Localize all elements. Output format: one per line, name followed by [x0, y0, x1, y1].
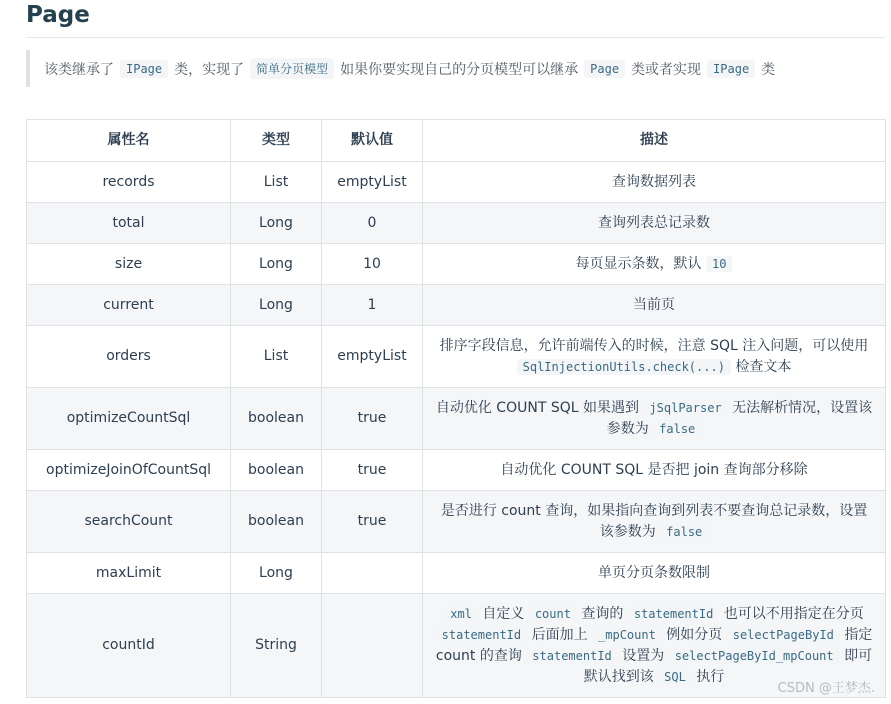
desc-text: 当前页 — [633, 296, 675, 313]
inline-code: 10 — [706, 256, 732, 272]
note-text-4: 类或者实现 — [631, 61, 702, 78]
cell-name: searchCount — [27, 491, 231, 553]
header-type: 类型 — [231, 120, 322, 162]
cell-type: boolean — [231, 491, 322, 553]
cell-name: current — [27, 285, 231, 326]
cell-type: Long — [231, 203, 322, 244]
cell-name: size — [27, 244, 231, 285]
table-row — [27, 553, 886, 594]
table-body — [27, 162, 886, 698]
inline-code: selectPageById_mpCount — [669, 648, 840, 664]
note-text-1: 该类继承了 — [44, 61, 114, 78]
cell-default: true — [322, 450, 423, 491]
title-divider — [26, 37, 885, 38]
note-text-2: 类，实现了 — [174, 61, 245, 78]
table-row — [27, 326, 886, 388]
cell-description — [423, 162, 886, 203]
cell-default: emptyList — [322, 326, 423, 388]
cell-description — [423, 491, 886, 553]
inline-code: selectPageById — [727, 627, 840, 643]
table-row — [27, 244, 886, 285]
cell-type: boolean — [231, 450, 322, 491]
cell-type: List — [231, 162, 322, 203]
desc-text: 指定 count 的查询 — [435, 626, 873, 664]
desc-text: 检查文本 — [730, 358, 792, 375]
desc-text: 自动优化 COUNT SQL 是否把 join 查询部分移除 — [500, 461, 808, 478]
table-row — [27, 162, 886, 203]
page-title: Page — [26, 2, 90, 28]
desc-text: 是否进行 count 查询，如果指向查询到列表不要查询总记录数，设置该参数为 — [440, 502, 868, 540]
cell-description — [423, 326, 886, 388]
table-row — [27, 203, 886, 244]
cell-default: true — [322, 388, 423, 450]
cell-default — [322, 553, 423, 594]
cell-name: optimizeJoinOfCountSql — [27, 450, 231, 491]
cell-name: total — [27, 203, 231, 244]
note-text-5: 类 — [761, 61, 776, 78]
cell-default: 0 — [322, 203, 423, 244]
table-row — [27, 491, 886, 553]
cell-default: emptyList — [322, 162, 423, 203]
desc-text: 即可默认找到该 — [583, 647, 873, 685]
table-row — [27, 594, 886, 698]
desc-text: 查询列表总记录数 — [598, 214, 710, 231]
cell-type: Long — [231, 553, 322, 594]
cell-description — [423, 450, 886, 491]
inline-code: SQL — [658, 669, 692, 685]
cell-description — [423, 553, 886, 594]
cell-default: true — [322, 491, 423, 553]
cell-name: orders — [27, 326, 231, 388]
note-code-simple-model[interactable]: 简单分页模型 — [250, 58, 334, 79]
desc-text: 查询的 — [576, 605, 628, 622]
note-code-ipage: IPage — [120, 60, 168, 78]
cell-type: String — [231, 594, 322, 698]
inline-code: false — [653, 421, 701, 437]
cell-type: List — [231, 326, 322, 388]
desc-text: 执行 — [691, 668, 725, 685]
inline-code: xml — [444, 606, 478, 622]
desc-text: 排序字段信息，允许前端传入的时候，注意 SQL 注入问题，可以使用 — [439, 337, 869, 354]
inline-code: count — [529, 606, 577, 622]
header-name: 属性名 — [27, 120, 231, 162]
desc-text: 也可以不用指定在分页 — [719, 605, 864, 622]
inline-code: jSqlParser — [643, 400, 727, 416]
note-code-page: Page — [584, 60, 625, 78]
table-header-row — [27, 120, 886, 162]
desc-text: 自动优化 COUNT SQL 如果遇到 — [435, 399, 644, 416]
desc-text: 单页分页条数限制 — [598, 564, 710, 581]
header-default: 默认值 — [322, 120, 423, 162]
table-row — [27, 388, 886, 450]
cell-default: 10 — [322, 244, 423, 285]
inline-code: statementId — [526, 648, 617, 664]
desc-text: 每页显示条数，默认 — [575, 255, 706, 272]
desc-text: 无法解析情况，设置该参数为 — [606, 399, 873, 437]
inline-code: SqlInjectionUtils.check(...) — [517, 359, 731, 375]
cell-description — [423, 244, 886, 285]
cell-default — [322, 594, 423, 698]
cell-type: Long — [231, 244, 322, 285]
cell-name: countId — [27, 594, 231, 698]
table-row — [27, 450, 886, 491]
desc-text: 自定义 — [477, 605, 529, 622]
desc-text: 查询数据列表 — [612, 173, 696, 190]
note-text-3: 如果你要实现自己的分页模型可以继承 — [340, 61, 579, 78]
property-table — [26, 119, 886, 698]
cell-description — [423, 285, 886, 326]
inline-code: statementId — [628, 606, 719, 622]
desc-text: 后面加上 — [527, 626, 593, 643]
header-description: 描述 — [423, 120, 886, 162]
inline-code: false — [660, 524, 708, 540]
cell-description — [423, 203, 886, 244]
cell-type: boolean — [231, 388, 322, 450]
cell-default: 1 — [322, 285, 423, 326]
table-row — [27, 285, 886, 326]
cell-name: maxLimit — [27, 553, 231, 594]
cell-type: Long — [231, 285, 322, 326]
intro-note — [26, 50, 886, 87]
desc-text: 例如分页 — [661, 626, 727, 643]
cell-name: optimizeCountSql — [27, 388, 231, 450]
cell-name: records — [27, 162, 231, 203]
inline-code: statementId — [436, 627, 527, 643]
cell-description — [423, 388, 886, 450]
desc-text: 设置为 — [617, 647, 669, 664]
note-code-ipage-2: IPage — [707, 60, 755, 78]
watermark: CSDN @王梦杰. — [777, 681, 875, 696]
inline-code: _mpCount — [592, 627, 662, 643]
